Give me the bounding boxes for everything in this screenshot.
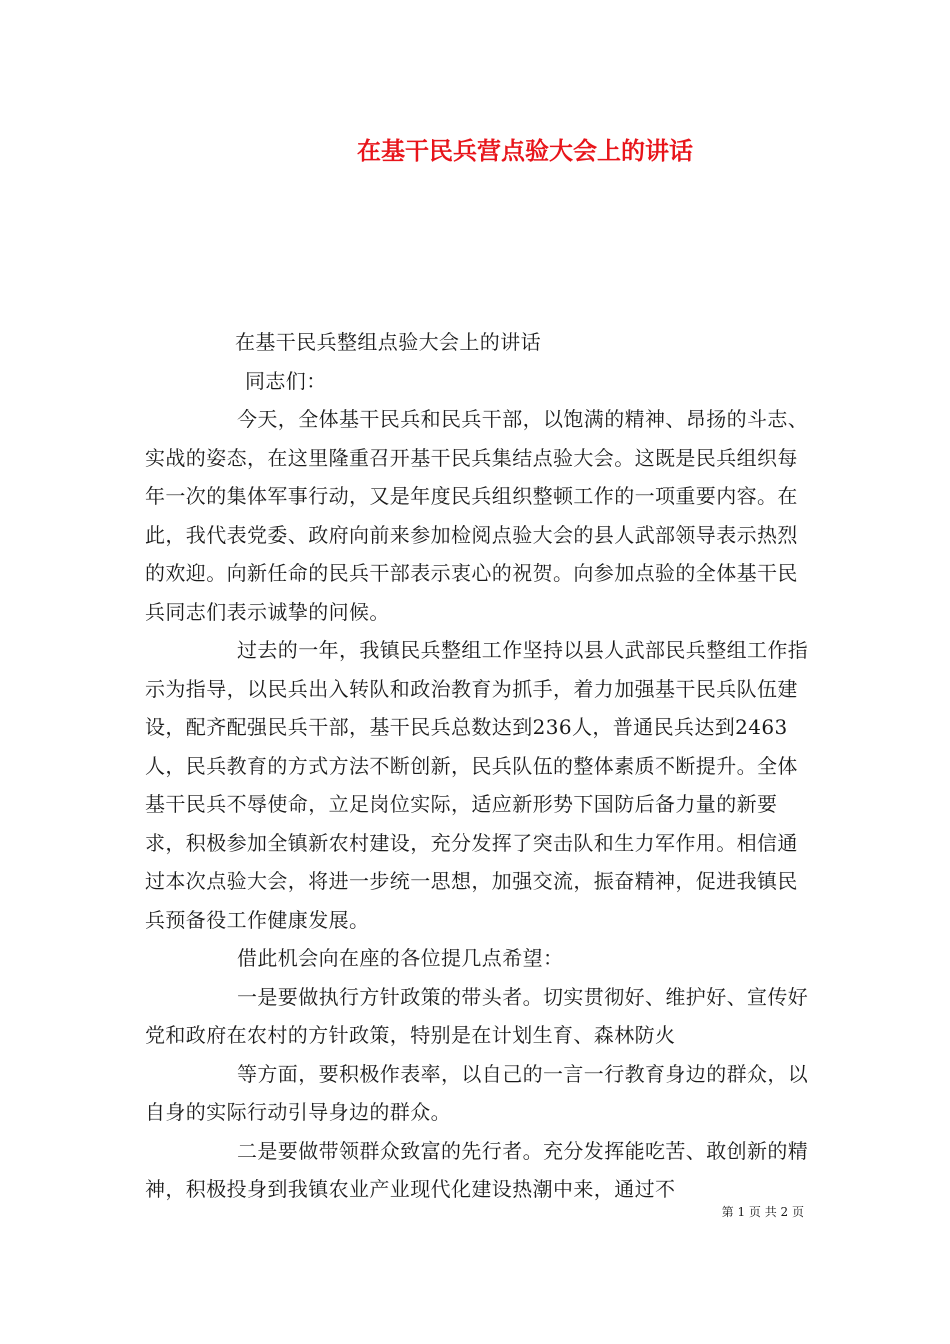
paragraph-1: 今天，全体基干民兵和民兵干部，以饱满的精神、昂扬的斗志、实战的姿态，在这里隆重召开基干民兵集结点验大会。这既是民兵组织每年一次的集体军事行动，又是年度民兵组织整顿工作的一项重要内容。在此，我代表党委、政府向前来参加检阅点验大会的县人武部领导表示热烈的欢迎。向新任命的民兵干部表示衷心的祝贺。向参加点验的全体基干民兵同志们表示诚挚的问候。 (145, 407, 809, 624)
paragraph-6: 二是要做带领群众致富的先行者。充分发挥能吃苦、敢创新的精神，积极投身到我镇农业产业现代化建设热潮中来，通过不 (145, 1138, 809, 1201)
document-body (145, 323, 809, 1209)
page-number: 第 1 页 共 2 页 (721, 1205, 804, 1219)
paragraph-3: 借此机会向在座的各位提几点希望： (237, 946, 564, 970)
paragraph-5: 等方面，要积极作表率，以自己的一言一行教育身边的群众，以自身的实际行动引导身边的群众。 (145, 1061, 809, 1124)
document-heading: 在基干民兵整组点验大会上的讲话 (235, 330, 541, 354)
paragraph-2: 过去的一年，我镇民兵整组工作坚持以县人武部民兵整组工作指示为指导，以民兵出入转队和政治教育为抓手，着力加强基干民兵队伍建设，配齐配强民兵干部，基干民兵总数达到236人，普通民兵达到2463人，民兵教育的方式方法不断创新，民兵队伍的整体素质不断提升。全体基干民兵不辱使命，立足岗位实际，适应新形势下国防后备力量的新要求，积极参加全镇新农村建设，充分发挥了突击队和生力军作用。相信通过本次点验大会，将进一步统一思想，加强交流，振奋精神，促进我镇民兵预备役工作健康发展。 (145, 638, 809, 932)
document-title: 在基干民兵营点验大会上的讲话 (357, 136, 693, 165)
salutation: 同志们： (245, 368, 327, 393)
paragraph-4: 一是要做执行方针政策的带头者。切实贯彻好、维护好、宣传好党和政府在农村的方针政策，特别是在计划生育、森林防火 (145, 984, 809, 1047)
